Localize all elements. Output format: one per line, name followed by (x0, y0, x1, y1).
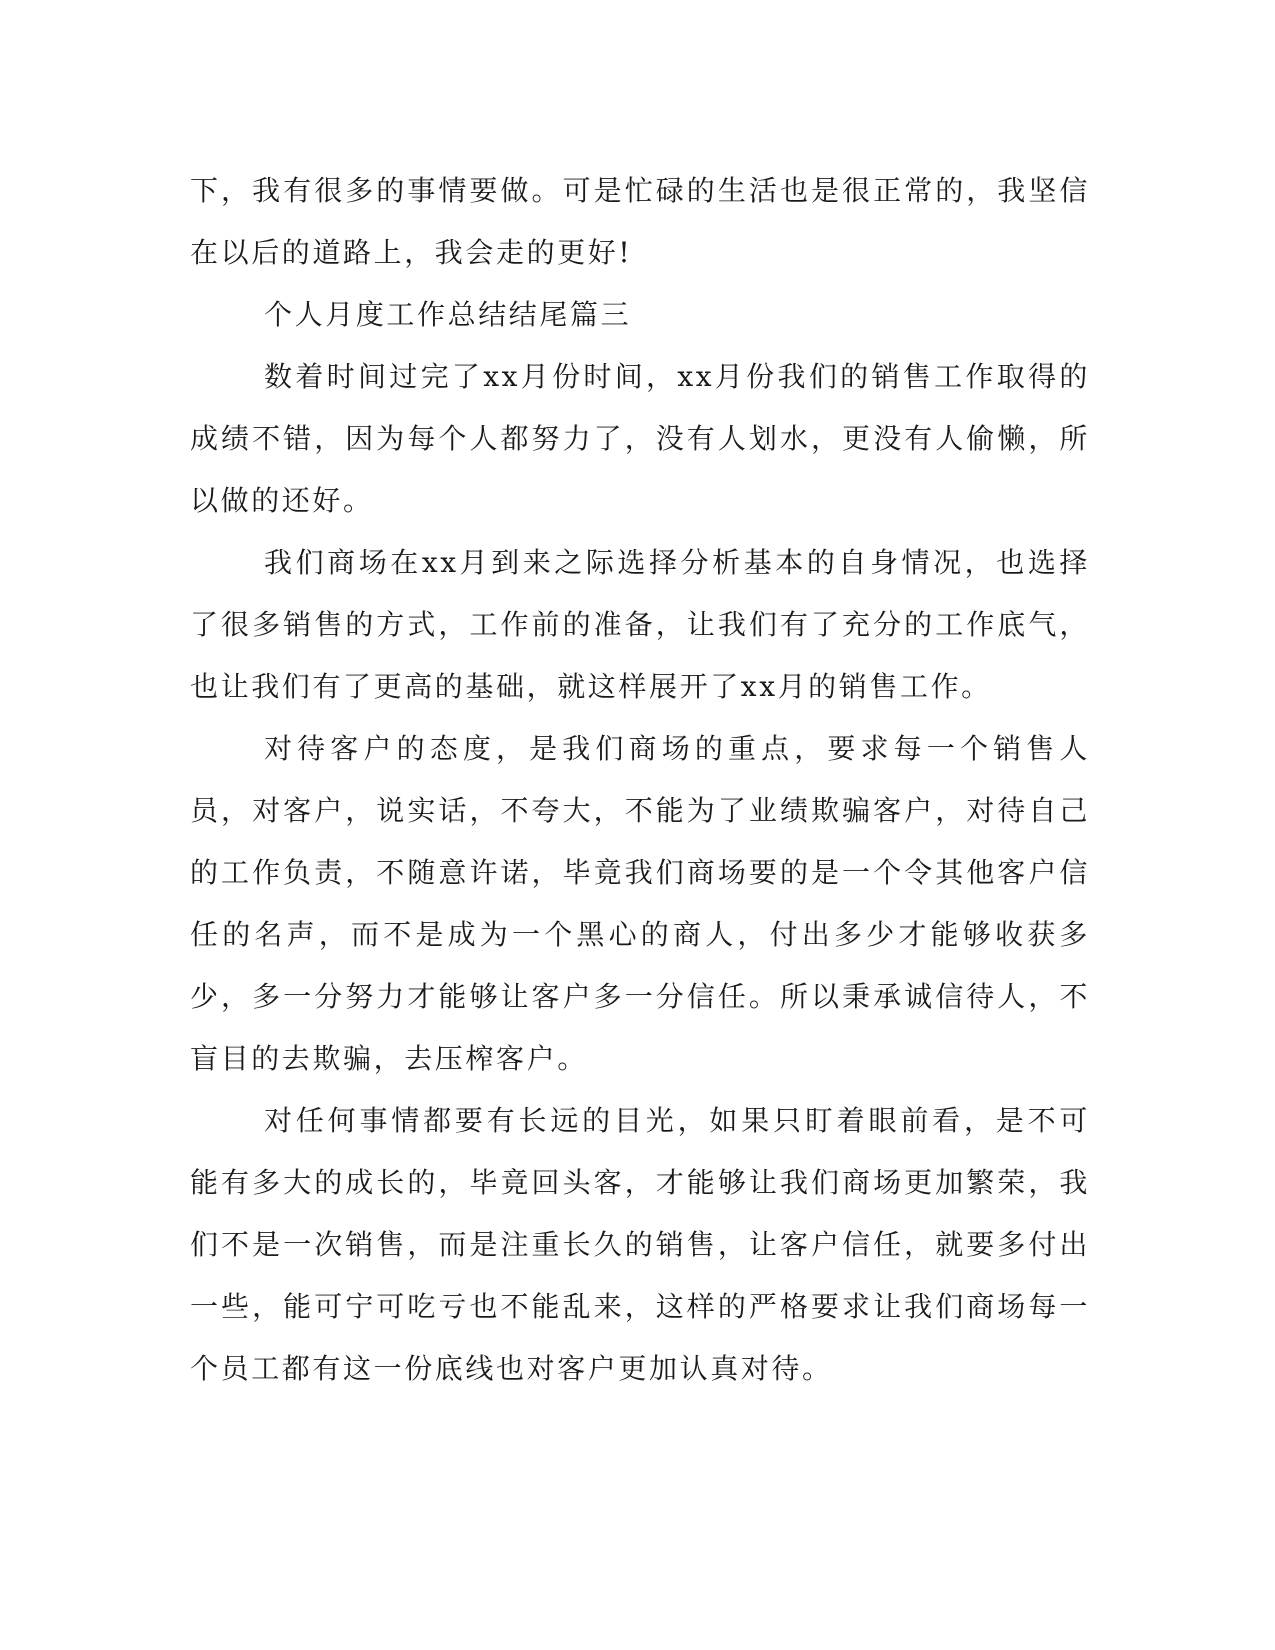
paragraph-2: 我们商场在xx月到来之际选择分析基本的自身情况，也选择了很多销售的方式，工作前的准备，让我们有了充分的工作底气，也让我们有了更高的基础，就这样展开了xx月的销售工作。 (190, 546, 1090, 703)
document-body (190, 160, 1090, 1400)
section-heading: 个人月度工作总结结尾篇三 (264, 298, 632, 331)
paragraph-3: 对待客户的态度，是我们商场的重点，要求每一个销售人员，对客户，说实话，不夸大，不能为了业绩欺骗客户，对待自己的工作负责，不随意许诺，毕竟我们商场要的是一个令其他客户信任的名声，而不是成为一个黑心的商人，付出多少才能够收获多少，多一分努力才能够让客户多一分信任。所以秉承诚信待人，不盲目的去欺骗，去压榨客户。 (190, 732, 1090, 1075)
paragraph-4: 对任何事情都要有长远的目光，如果只盯着眼前看，是不可能有多大的成长的，毕竟回头客，才能够让我们商场更加繁荣，我们不是一次销售，而是注重长久的销售，让客户信任，就要多付出一些，能可宁可吃亏也不能乱来，这样的严格要求让我们商场每一个员工都有这一份底线也对客户更加认真对待。 (190, 1104, 1090, 1385)
paragraph-continuation: 下，我有很多的事情要做。可是忙碌的生活也是很正常的，我坚信在以后的道路上，我会走的更好! (190, 174, 1090, 269)
paragraph-1: 数着时间过完了xx月份时间，xx月份我们的销售工作取得的成绩不错，因为每个人都努力了，没有人划水，更没有人偷懒，所以做的还好。 (190, 360, 1090, 517)
